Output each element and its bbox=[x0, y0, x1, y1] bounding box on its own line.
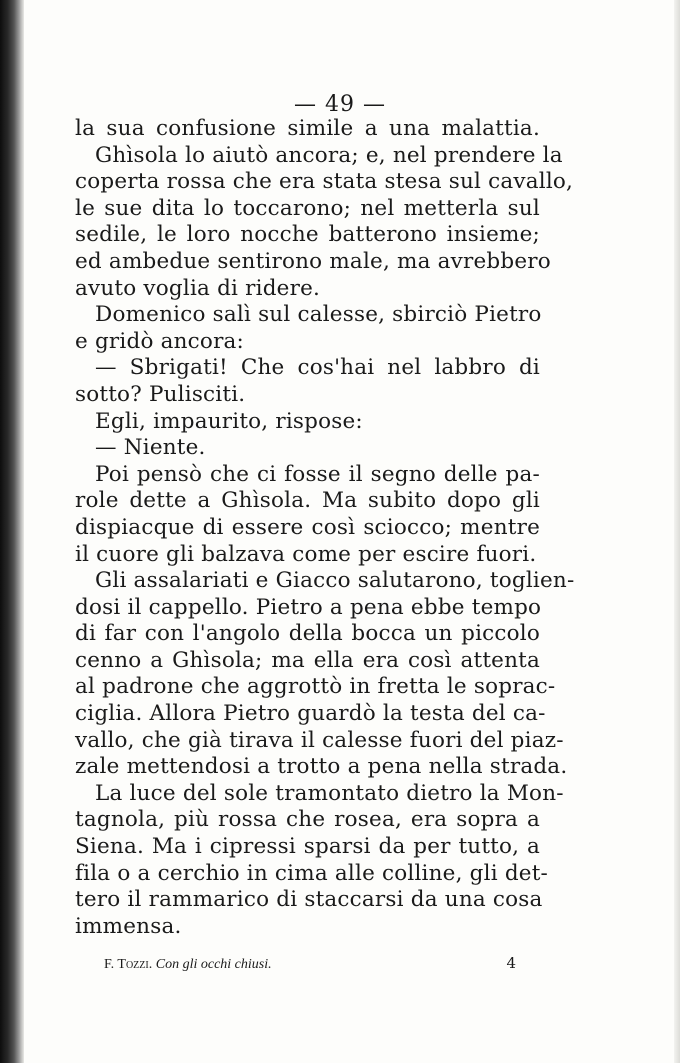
signature-title: Con gli occhi chiusi. bbox=[155, 957, 272, 972]
text-line: coperta rossa che era stata stesa sul cavallo, bbox=[75, 169, 574, 195]
text-line: Egli, impaurito, rispose: bbox=[95, 408, 363, 434]
text-line: Siena. Ma i cipressi sparsi da per tutto, a bbox=[75, 834, 540, 860]
signature-number: 4 bbox=[506, 954, 516, 972]
text-line: — Sbrigati! Che cos'hai nel labbro di bbox=[95, 355, 540, 381]
page-number-header: — 49 — bbox=[294, 92, 386, 117]
binding-shadow bbox=[0, 0, 24, 1063]
text-line: sotto? Pulisciti. bbox=[75, 381, 246, 407]
text-line: e gridò ancora: bbox=[75, 328, 245, 354]
text-line: tagnola, più rossa che rosea, era sopra a bbox=[75, 807, 540, 833]
text-line: tero il rammarico di staccarsi da una cosa bbox=[75, 887, 543, 913]
text-line: Poi pensò che ci fosse il segno delle pa- bbox=[95, 461, 540, 487]
text-line: il cuore gli balzava come per escire fuori. bbox=[75, 541, 537, 567]
text-line: al padrone che aggrottò in fretta le soprac- bbox=[75, 674, 556, 700]
text-line: di far con l'angolo della bocca un piccolo bbox=[75, 621, 540, 647]
signature-footer bbox=[104, 954, 516, 973]
text-line: cenno a Ghìsola; ma ella era così attenta bbox=[75, 647, 540, 673]
text-line: vallo, che già tirava il calesse fuori del piaz- bbox=[75, 727, 564, 753]
text-line: avuto voglia di ridere. bbox=[75, 275, 321, 301]
text-line: dosi il cappello. Pietro a pena ebbe tempo bbox=[75, 594, 542, 620]
text-line: dispiacque di essere così sciocco; mentre bbox=[75, 514, 540, 540]
page-edge bbox=[674, 0, 680, 1063]
text-line: Gli assalariati e Giacco salutarono, toglien- bbox=[95, 568, 575, 594]
text-line: role dette a Ghìsola. Ma subito dopo gli bbox=[75, 488, 540, 514]
text-line: sedile, le loro nocche batterono insieme; bbox=[75, 222, 540, 248]
text-line: La luce del sole tramontato dietro la Mon- bbox=[95, 780, 564, 806]
text-line: ed ambedue sentirono male, ma avrebbero bbox=[75, 248, 551, 274]
text-line: Domenico salì sul calesse, sbirciò Pietro bbox=[95, 302, 542, 328]
text-line: immensa. bbox=[75, 913, 182, 939]
text-line: — Niente. bbox=[95, 435, 206, 461]
body-text bbox=[75, 116, 575, 940]
text-line: zale mettendosi a trotto a pena nella strada. bbox=[75, 754, 568, 780]
text-line: la sua confusione simile a una malattia. bbox=[75, 116, 540, 141]
text-line: fila o a cerchio in cima alle colline, gli det- bbox=[75, 860, 549, 886]
text-line: ciglia. Allora Pietro guardò la testa del ca- bbox=[75, 701, 546, 727]
printer-signature bbox=[104, 957, 272, 973]
text-line: le sue dita lo toccarono; nel metterla sul bbox=[75, 195, 540, 221]
signature-author: F. Tozzi. bbox=[104, 957, 153, 972]
text-line: Ghìsola lo aiutò ancora; e, nel prendere la bbox=[95, 142, 563, 168]
